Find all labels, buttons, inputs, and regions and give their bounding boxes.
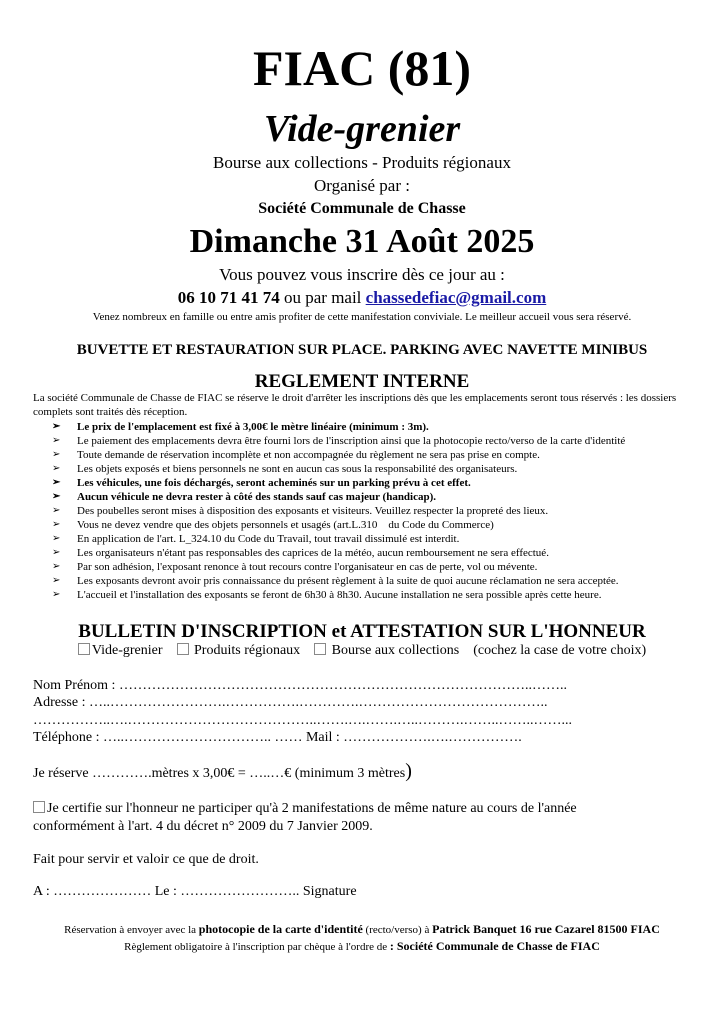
arrow-bullet-icon: ➢ — [52, 435, 61, 446]
rule-text: Vous ne devez vendre que des objets personnels et usagés (art.L.310 du Code du Commerce) — [77, 519, 494, 531]
rule-text: Des poubelles seront mises à disposition des exposants et visiteurs. Veuillez respecter la propreté des lieux. — [77, 505, 549, 517]
rule-item — [52, 462, 702, 476]
register-intro: Vous pouvez vous inscrire dès ce jour au : — [219, 265, 505, 284]
reservation-close-paren: ) — [405, 760, 412, 782]
rule-item — [52, 490, 702, 504]
rule-text: Les objets exposés et biens personnels ne sont en aucun cas sous la responsabilité des organisateurs. — [77, 463, 518, 475]
bulletin-title: BULLETIN D'INSCRIPTION et ATTESTATION SUR L'HONNEUR — [78, 621, 646, 642]
phone-mail-field[interactable]: Téléphone : …..………………………….. …… Mail : ……………….….……………. — [33, 730, 522, 745]
certify-line1 — [33, 800, 577, 818]
event-tagline: Bourse aux collections - Produits régionaux — [213, 153, 511, 172]
reglement-intro: La société Communale de Chasse de FIAC se réserve le droit d'arrêter les inscriptions dès que les emplacements seront tous réservés : les dossiers complets sont traités dès réception. — [33, 392, 677, 418]
rule-item — [52, 532, 702, 546]
certify-line2: conformément à l'art. 4 du décret n° 2009 du 7 Janvier 2009. — [33, 819, 373, 834]
rule-item — [52, 504, 702, 518]
rule-item — [52, 434, 702, 448]
arrow-bullet-icon: ➢ — [52, 463, 61, 474]
arrow-bullet-icon: ➢ — [52, 547, 61, 558]
rules-list — [52, 420, 702, 602]
footer-payment-line — [0, 938, 724, 955]
certify-checkbox[interactable] — [33, 801, 45, 813]
rule-item — [52, 560, 702, 574]
choice-label-vide-grenier: Vide-grenier — [91, 643, 163, 658]
contact-or-mail: ou par mail — [279, 288, 366, 307]
arrow-bullet-icon: ➢ — [52, 589, 61, 600]
arrow-bullet-icon: ➢ — [52, 449, 61, 460]
rule-item — [52, 420, 702, 434]
rule-text: Toute demande de réservation incomplète et non accompagnée du règlement ne sera pas prise en compte. — [77, 449, 540, 461]
reservation-text: Je réserve ………….mètres x 3,00€ = …..…€ (minimum 3 mètres — [33, 766, 406, 781]
address-field[interactable]: Adresse : …..…………………….…………….………….………………………………….. — [33, 695, 548, 710]
arrow-bullet-icon: ➢ — [52, 519, 61, 530]
rule-item — [52, 588, 702, 602]
footer-text: (recto/verso) à — [362, 924, 433, 936]
footer-text: Règlement obligatoire à l'inscription par chèque à l'ordre de — [124, 941, 390, 953]
rule-item — [52, 476, 702, 490]
rule-text: Le paiement des emplacements devra être fourni lors de l'inscription ainsi que la photocopie recto/verso de la carte d'identité — [77, 435, 626, 447]
organizer-name: Société Communale de Chasse — [258, 200, 466, 217]
fait-statement: Fait pour servir et valoir ce que de droit. — [33, 852, 259, 867]
choice-row — [0, 642, 724, 660]
signature-field[interactable]: A : ………………… Le : …………………….. Signature — [33, 884, 357, 899]
rule-item — [52, 546, 702, 560]
arrow-bullet-icon: ➢ — [52, 505, 61, 516]
produits-regionaux-checkbox[interactable] — [177, 643, 189, 655]
choice-label-produits-regionaux: Produits régionaux — [194, 643, 301, 658]
arrow-bullet-icon: ➢ — [52, 421, 61, 432]
rule-text: Aucun véhicule ne devra rester à côté des stands sauf cas majeur (handicap). — [77, 491, 437, 503]
arrow-bullet-icon: ➢ — [52, 491, 61, 502]
footer-shipping-line — [0, 921, 724, 938]
organized-by-label: Organisé par : — [314, 176, 410, 195]
event-subtitle: Vide-grenier — [263, 108, 461, 150]
reglement-title: REGLEMENT INTERNE — [254, 371, 470, 392]
rule-text: En application de l'art. L_324.10 du Code du Travail, tout travail dissimulé est interdit. — [77, 533, 460, 545]
arrow-bullet-icon: ➢ — [52, 533, 61, 544]
arrow-bullet-icon: ➢ — [52, 561, 61, 572]
event-title: FIAC (81) — [252, 40, 472, 96]
contact-email-link[interactable]: chassedefiac@gmail.com — [365, 288, 547, 307]
event-date: Dimanche 31 Août 2025 — [189, 223, 535, 260]
name-field[interactable]: Nom Prénom : ……………………………………………………………………………..…….. — [33, 678, 567, 693]
rule-item — [52, 448, 702, 462]
rule-text: Les organisateurs n'étant pas responsables des caprices de la météo, aucun remboursement ne sera effectué. — [77, 547, 549, 559]
rule-item — [52, 518, 702, 532]
footer-payee: : Société Communale de Chasse de FIAC — [389, 939, 600, 953]
buvette-banner: BUVETTE ET RESTAURATION SUR PLACE. PARKING AVEC NAVETTE MINIBUS — [76, 342, 648, 358]
rule-text: Par son adhésion, l'exposant renonce à tout recours contre l'organisateur en cas de perte, vol ou mévente. — [77, 561, 538, 573]
bourse-collections-checkbox[interactable] — [314, 643, 326, 655]
reservation-field[interactable] — [33, 762, 412, 783]
rule-text: Le prix de l'emplacement est fixé à 3,00€ le mètre linéaire (minimum : 3m). — [77, 421, 429, 433]
footer-address: Patrick Banquet 16 rue Cazarel 81500 FIAC — [432, 922, 660, 936]
choice-hint: (cochez la case de votre choix) — [473, 643, 647, 658]
arrow-bullet-icon: ➢ — [52, 575, 61, 586]
footer-id-copy: photocopie de la carte d'identité — [198, 922, 363, 936]
rule-item — [52, 574, 702, 588]
contact-phone: 06 10 71 41 74 — [177, 288, 280, 307]
vide-grenier-checkbox[interactable] — [78, 643, 90, 655]
rule-text: L'accueil et l'installation des exposants se feront de 6h30 à 8h30. Aucune installation ne sera possible après cette heure. — [77, 589, 602, 601]
arrow-bullet-icon: ➢ — [52, 477, 61, 488]
address-field-line2[interactable]: ……………..….…………………………………..…….….…….…..……….……..……..……... — [33, 713, 572, 728]
rule-text: Les véhicules, une fois déchargés, seront acheminés sur un parking prévu à cet effet. — [77, 477, 471, 489]
choice-label-bourse-collections: Bourse aux collections — [331, 643, 460, 658]
contact-line — [0, 287, 724, 309]
certify-text: Je certifie sur l'honneur ne participer qu'à 2 manifestations de même nature au cours de l'année — [47, 801, 577, 816]
rule-text: Les exposants devront avoir pris connaissance du présent règlement à la suite de quoi aucune réclamation ne sera acceptée. — [77, 575, 619, 587]
welcome-text: Venez nombreux en famille ou entre amis profiter de cette manifestation conviviale. Le meilleur accueil vous sera réservé. — [92, 311, 632, 323]
footer-text: Réservation à envoyer avec la — [64, 924, 199, 936]
